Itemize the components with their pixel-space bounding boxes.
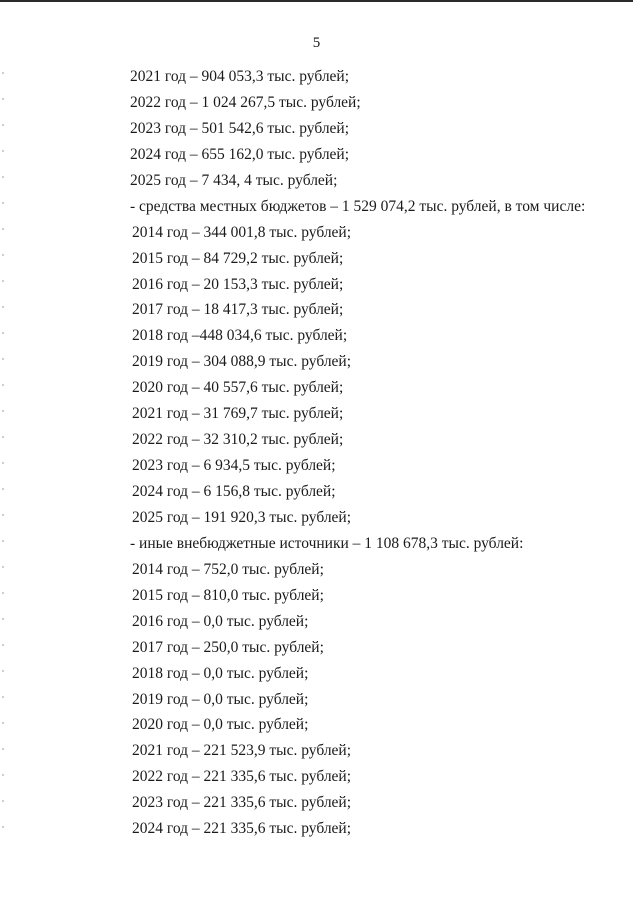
- text-line: 2020 год – 40 557,6 тыс. рублей;: [132, 379, 344, 397]
- document-body: [0, 64, 633, 842]
- text-line: 2022 год – 1 024 267,5 тыс. рублей;: [130, 93, 361, 111]
- text-line: 2019 год – 0,0 тыс. рублей;: [132, 690, 309, 708]
- text-line: 2024 год – 6 156,8 тыс. рублей;: [132, 483, 336, 500]
- text-line: 2025 год – 191 920,3 тыс. рублей;: [132, 508, 352, 526]
- text-line: 2016 год – 20 153,3 тыс. рублей;: [132, 275, 344, 293]
- section-heading: - средства местных бюджетов – 1 529 074,2 тыс. рублей, в том числе:: [130, 197, 586, 215]
- text-line: 2015 год – 810,0 тыс. рублей;: [132, 586, 324, 604]
- text-line: 2021 год – 221 523,9 тыс. рублей;: [132, 742, 352, 760]
- scan-top-border: [0, 0, 633, 2]
- text-line: 2023 год – 501 542,6 тыс. рублей;: [130, 119, 350, 137]
- text-line: 2024 год – 221 335,6 тыс. рублей;: [132, 820, 352, 838]
- text-line: 2024 год – 655 162,0 тыс. рублей;: [130, 145, 350, 163]
- text-line: 2017 год – 18 417,3 тыс. рублей;: [132, 301, 344, 319]
- page-number: 5: [312, 35, 321, 51]
- text-line: 2014 год – 344 001,8 тыс. рублей;: [132, 223, 352, 241]
- text-line: 2021 год – 31 769,7 тыс. рублей;: [132, 405, 344, 423]
- text-line: 2023 год – 6 934,5 тыс. рублей;: [132, 457, 336, 475]
- text-line: 2017 год – 250,0 тыс. рублей;: [132, 638, 324, 656]
- text-line: 2018 год – 0,0 тыс. рублей;: [132, 664, 309, 682]
- text-line: 2019 год – 304 088,9 тыс. рублей;: [132, 353, 352, 371]
- text-line: 2021 год – 904 053,3 тыс. рублей;: [130, 68, 350, 85]
- text-line: 2018 год –448 034,6 тыс. рублей;: [132, 327, 348, 345]
- text-line: 2023 год – 221 335,6 тыс. рублей;: [132, 794, 352, 812]
- text-line: 2015 год – 84 729,2 тыс. рублей;: [132, 249, 344, 267]
- text-line: 2025 год – 7 434, 4 тыс. рублей;: [130, 171, 338, 189]
- text-line: 2022 год – 32 310,2 тыс. рублей;: [132, 431, 344, 449]
- text-line: 2020 год – 0,0 тыс. рублей;: [132, 716, 309, 734]
- text-line: 2022 год – 221 335,6 тыс. рублей;: [132, 768, 352, 786]
- text-line: 2014 год – 752,0 тыс. рублей;: [132, 560, 324, 578]
- text-line: 2016 год – 0,0 тыс. рублей;: [132, 612, 309, 630]
- section-heading: - иные внебюджетные источники – 1 108 678,3 тыс. рублей:: [130, 534, 524, 552]
